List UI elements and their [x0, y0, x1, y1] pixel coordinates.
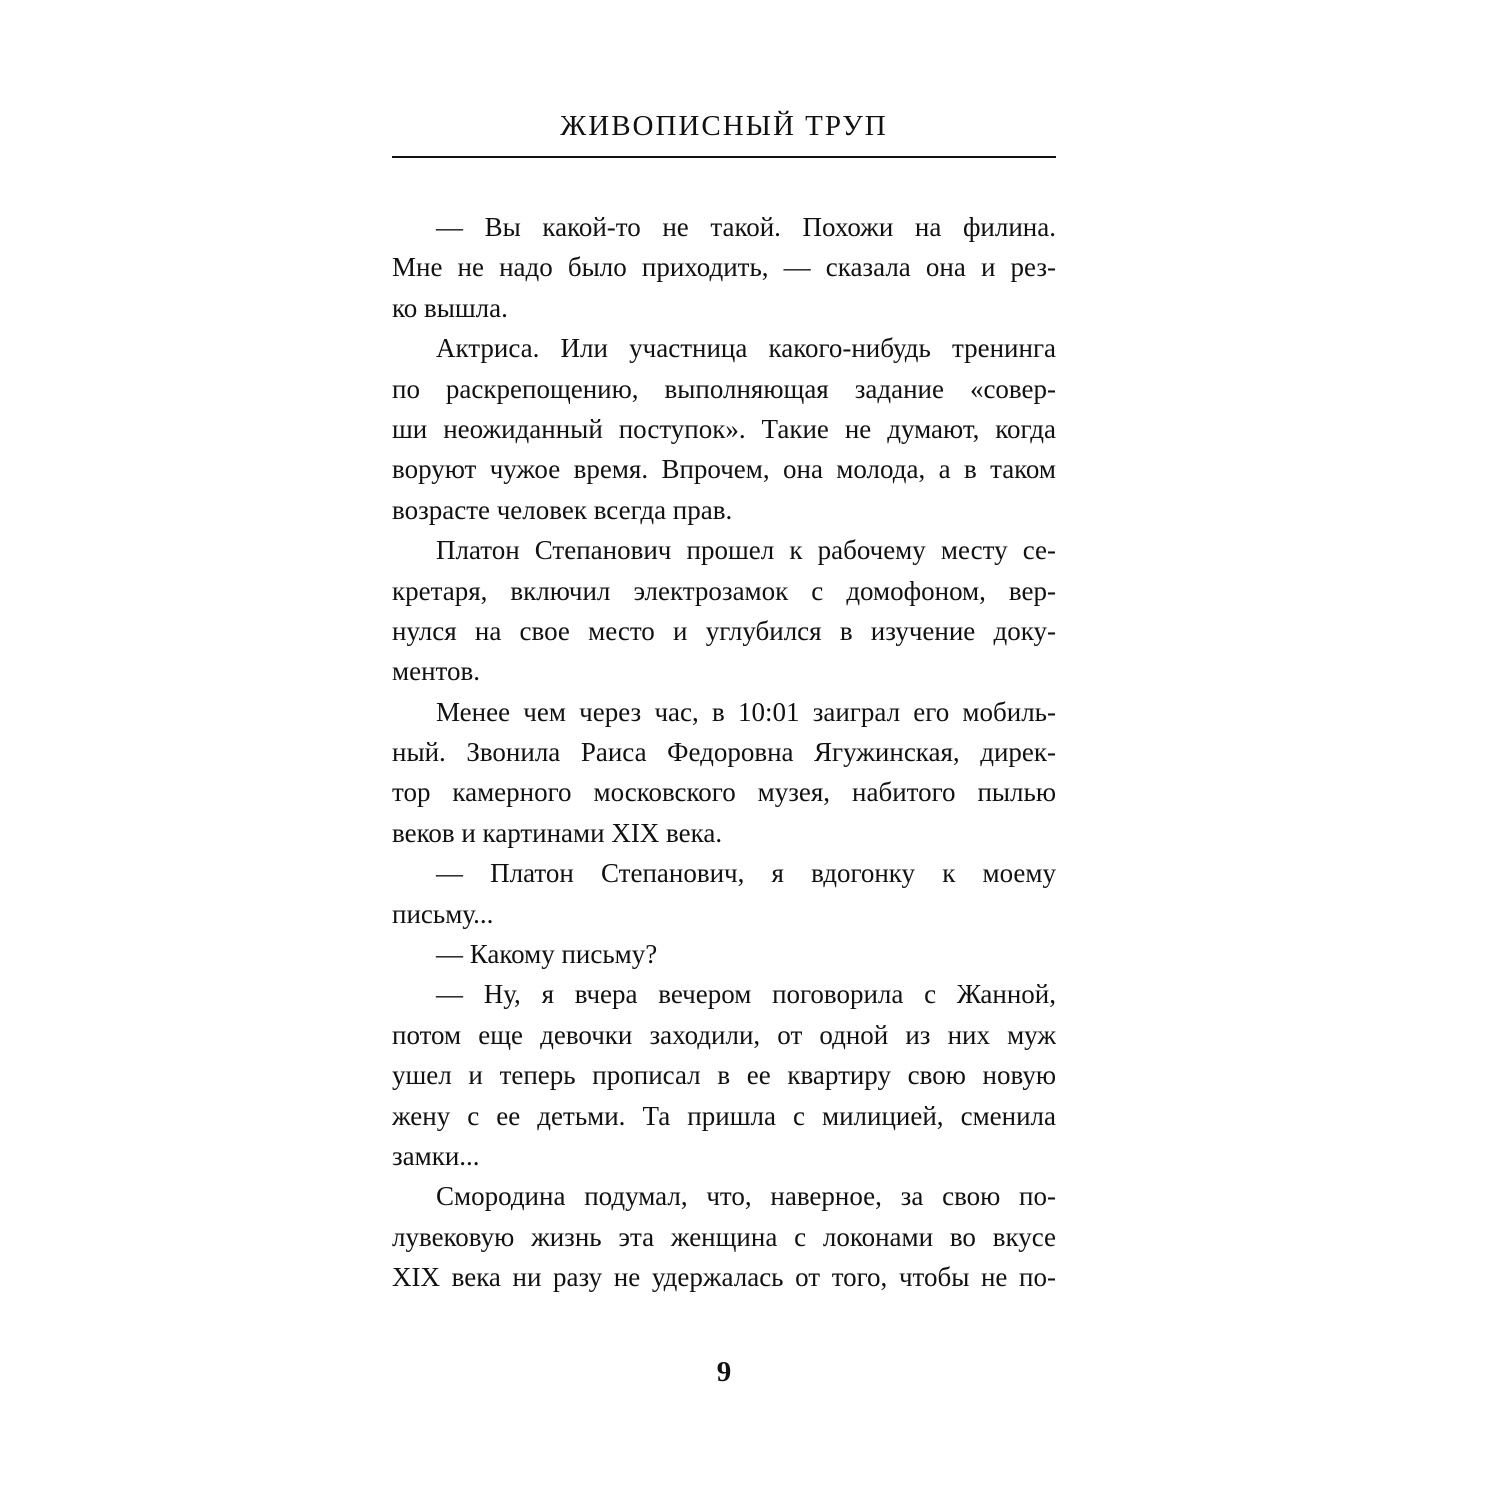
page-body-text [392, 207, 1056, 1317]
text-line: по раскрепощению, выполняющая задание «совер- [392, 373, 1056, 404]
text-line: Платон Степанович прошел к рабочему месту се- [436, 535, 1056, 566]
text-line: тор камерного московского музея, набитого пылью [392, 777, 1056, 808]
text-line: — Ну, я вчера вечером поговорила с Жанной, [436, 979, 1056, 1010]
text-line: ментов. [392, 656, 480, 687]
text-line: нулся на свое место и углубился в изучение доку- [392, 615, 1056, 646]
text-line: жену с ее детьми. Та пришла с милицией, сменила [392, 1100, 1056, 1131]
text-line: Менее чем через час, в 10:01 заиграл его мобиль- [436, 696, 1056, 727]
text-line: ный. Звонила Раиса Федоровна Ягужинская, дирек- [392, 737, 1056, 768]
text-line: лувековую жизнь эта женщина с локонами во вкусе [392, 1221, 1056, 1252]
page-number: 9 [716, 1356, 732, 1388]
text-line: ши неожиданный поступок». Такие не думают, когда [392, 413, 1056, 444]
header-rule [392, 156, 1056, 158]
text-line: Мне не надо было приходить, — сказала она и рез- [392, 252, 1056, 283]
text-line: — Вы какой-то не такой. Похожи на филина. [436, 212, 1056, 242]
text-line: — Платон Степанович, я вдогонку к моему [436, 858, 1056, 889]
text-line: веков и картинами XIX века. [392, 817, 723, 848]
running-head-title: ЖИВОПИСНЫЙ ТРУП [560, 110, 888, 142]
text-line: кретаря, включил электрозамок с домофоном, вер- [392, 575, 1056, 606]
text-line: возрасте человек всегда прав. [392, 494, 733, 525]
text-line: ушел и теперь прописал в ее квартиру свою новую [392, 1060, 1056, 1091]
text-line: письму... [392, 898, 494, 929]
text-line: — Какому письму? [436, 939, 658, 970]
text-line: замки... [392, 1140, 480, 1171]
text-line: воруют чужое время. Впрочем, она молода, а в таком [392, 454, 1056, 485]
text-line: потом еще девочки заходили, от одной из них муж [392, 1019, 1056, 1050]
text-line: Смородина подумал, что, наверное, за свою по- [436, 1181, 1056, 1212]
text-line: XIX века ни разу не удержалась от того, чтобы не по- [392, 1262, 1056, 1293]
text-line: Актриса. Или участница какого-нибудь тренинга [436, 333, 1056, 364]
text-line: ко вышла. [392, 292, 508, 323]
